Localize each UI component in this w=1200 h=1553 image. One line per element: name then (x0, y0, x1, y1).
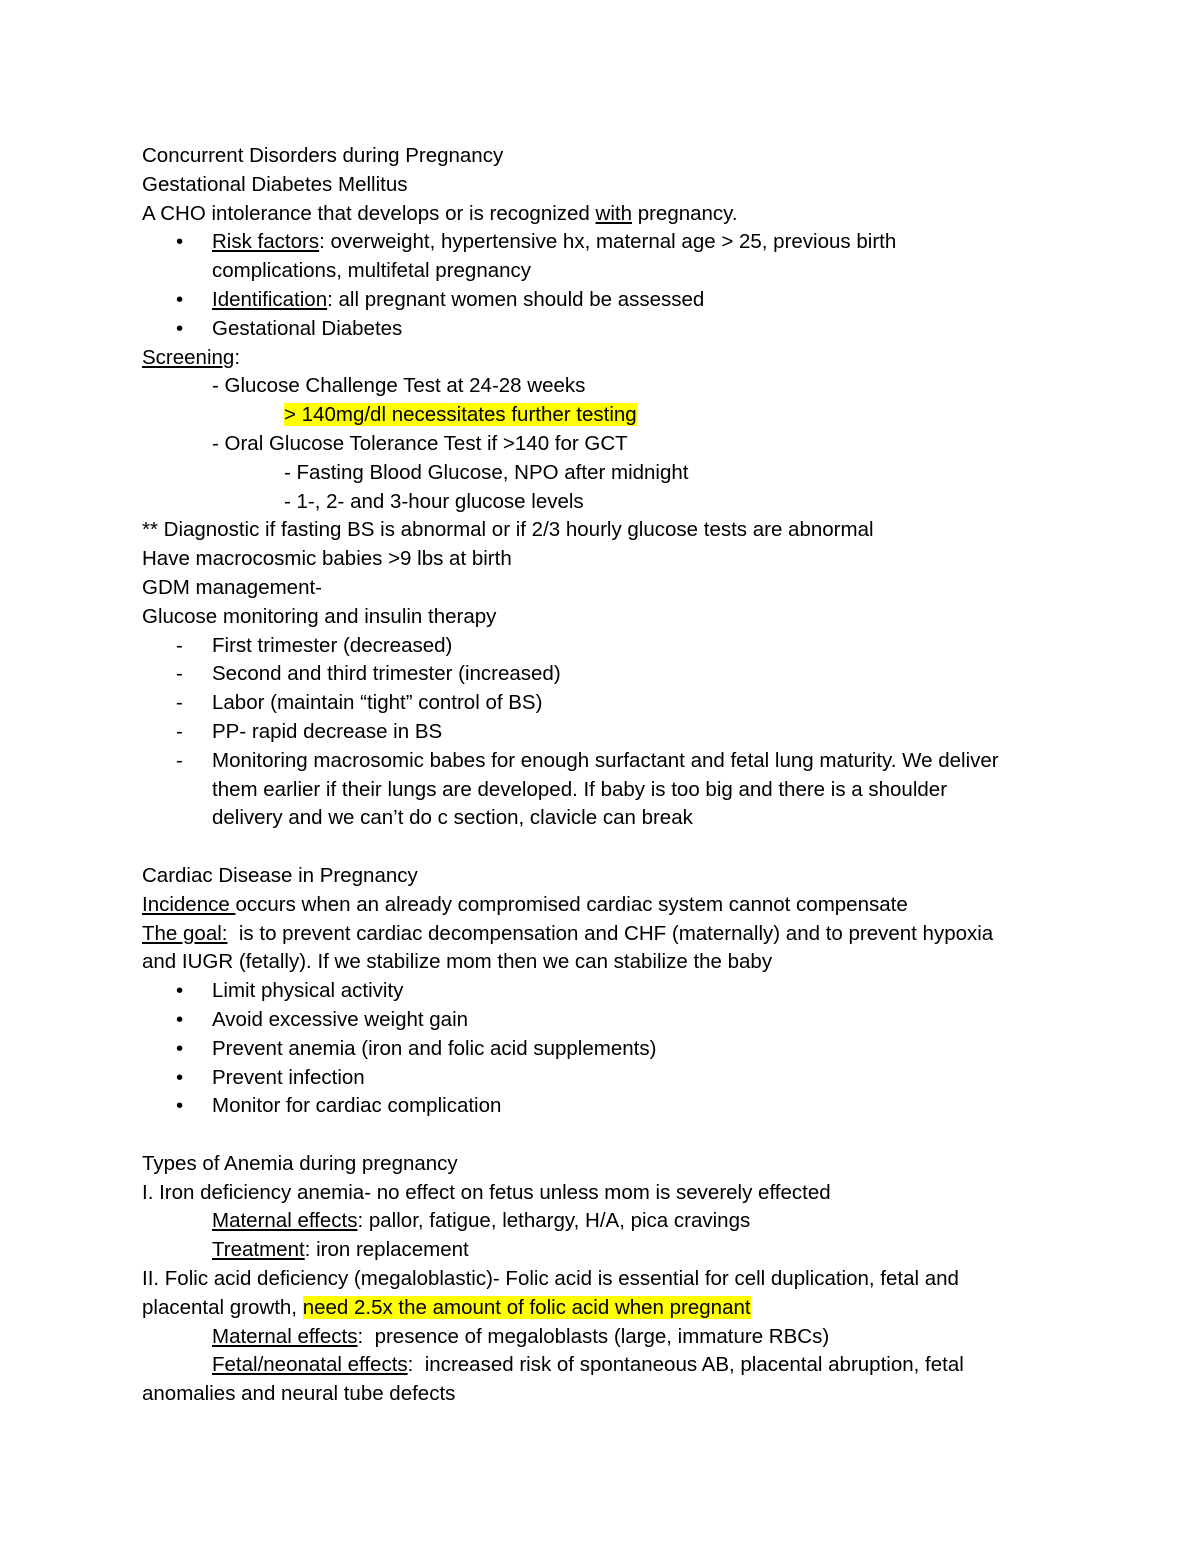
bullet-icon: • (176, 287, 184, 311)
risk-factors-label: Risk factors (212, 230, 320, 254)
gdm-definition-pre: A CHO intolerance that develops or is recognized (142, 201, 596, 225)
spacer (142, 833, 1082, 862)
folic-line-2-pre: placental growth, (142, 1295, 303, 1319)
screening-label: Screening (142, 345, 235, 369)
diagnostic-line: ** Diagnostic if fasting BS is abnormal or if 2/3 hourly glucose tests are abnormal (142, 518, 874, 542)
incidence-label: Incidence (142, 892, 236, 916)
dash-item (142, 660, 1082, 689)
dash-item-text: PP- rapid decrease in BS (212, 719, 443, 743)
gdm-bullet-identification (142, 286, 1082, 315)
gct-note-highlight: > 140mg/dl necessitates further testing (284, 403, 637, 427)
bullet-icon: • (176, 1065, 184, 1089)
iron-treatment-text: : iron replacement (304, 1238, 469, 1262)
cardiac-bullet-text: Prevent anemia (iron and folic acid supplements) (212, 1036, 657, 1060)
dash-long-line-2: them earlier if their lungs are developed. If baby is too big and there is a shoulder (212, 777, 948, 801)
document-page (142, 142, 1082, 1409)
dash-marker: - (176, 662, 183, 686)
identification-label: Identification (212, 287, 328, 311)
folic-maternal-effects (142, 1323, 1082, 1352)
gdm-definition-with: with (595, 201, 632, 225)
ogtt-line: - Oral Glucose Tolerance Test if >140 for GCT (212, 431, 628, 455)
dash-item-text: First trimester (decreased) (212, 633, 453, 657)
iron-deficiency-line: I. Iron deficiency anemia- no effect on fetus unless mom is severely effected (142, 1180, 831, 1204)
gdm-definition-post: pregnancy. (632, 201, 738, 225)
folic-maternal-label: Maternal effects (212, 1324, 358, 1348)
cardiac-bullet (142, 1035, 1082, 1064)
hourly-line: - 1-, 2- and 3-hour glucose levels (284, 489, 584, 513)
folic-fetal-text: : increased risk of spontaneous AB, placental abruption, fetal (407, 1353, 964, 1377)
iron-treatment (142, 1236, 1082, 1265)
iron-maternal-text: : pallor, fatigue, lethargy, H/A, pica cravings (357, 1209, 751, 1233)
dash-long-line-3: delivery and we can’t do c section, clavicle can break (212, 806, 693, 830)
screening-colon: : (234, 345, 241, 369)
gdm-heading: Gestational Diabetes Mellitus (142, 172, 408, 196)
bullet-icon: • (176, 979, 184, 1003)
gdm-management-line: GDM management- (142, 575, 323, 599)
dash-item (142, 689, 1082, 718)
gdm-bullet-gestational-diabetes (142, 315, 1082, 344)
dash-item-text: Labor (maintain “tight” control of BS) (212, 691, 543, 715)
document-title: Concurrent Disorders during Pregnancy (142, 144, 504, 167)
dash-marker: - (176, 633, 183, 657)
goal-text-1: is to prevent cardiac decompensation and CHF (maternally) and to prevent hypoxia (227, 921, 994, 945)
gdm-bullet-risk-factors (142, 228, 1082, 257)
dash-item-monitoring (142, 747, 1082, 776)
iron-maternal-label: Maternal effects (212, 1209, 358, 1233)
iron-treatment-label: Treatment (212, 1238, 305, 1262)
dash-marker: - (176, 691, 183, 715)
folic-maternal-text: : presence of megaloblasts (large, immature RBCs) (357, 1324, 830, 1348)
cardiac-heading: Cardiac Disease in Pregnancy (142, 863, 418, 887)
gct-note-line (142, 401, 1082, 430)
cardiac-bullet-text: Prevent infection (212, 1065, 365, 1089)
cardiac-bullet-text: Monitor for cardiac complication (212, 1094, 502, 1118)
gct-line: - Glucose Challenge Test at 24-28 weeks (212, 374, 586, 398)
risk-factors-continuation: complications, multifetal pregnancy (212, 259, 532, 283)
cardiac-bullet (142, 1092, 1082, 1121)
anemia-heading: Types of Anemia during pregnancy (142, 1151, 458, 1175)
dash-item (142, 718, 1082, 747)
folic-line-2 (142, 1294, 1082, 1323)
fasting-line: - Fasting Blood Glucose, NPO after midnight (284, 460, 689, 484)
spacer (142, 1121, 1082, 1150)
macrocosmic-line: Have macrocosmic babies >9 lbs at birth (142, 547, 512, 571)
folic-fetal-label: Fetal/neonatal effects (212, 1353, 408, 1377)
dash-item (142, 632, 1082, 661)
gestational-diabetes-text: Gestational Diabetes (212, 316, 403, 340)
goal-line (142, 920, 1082, 949)
cardiac-bullet-text: Avoid excessive weight gain (212, 1007, 469, 1031)
incidence-line (142, 891, 1082, 920)
cardiac-bullet (142, 977, 1082, 1006)
incidence-text: occurs when an already compromised cardiac system cannot compensate (235, 892, 908, 916)
dash-item-text: Second and third trimester (increased) (212, 662, 561, 686)
folic-fetal-continuation: anomalies and neural tube defects (142, 1382, 456, 1406)
iron-maternal-effects (142, 1207, 1082, 1236)
screening-heading (142, 344, 1082, 373)
bullet-icon: • (176, 1007, 184, 1031)
bullet-icon: • (176, 1036, 184, 1060)
bullet-icon: • (176, 1094, 184, 1118)
cardiac-bullet (142, 1006, 1082, 1035)
cardiac-bullet-text: Limit physical activity (212, 979, 404, 1003)
folic-line-1: II. Folic acid deficiency (megaloblastic)- Folic acid is essential for cell duplication, fetal and (142, 1267, 959, 1291)
dash-marker: - (176, 748, 183, 772)
folic-fetal-effects (142, 1351, 1082, 1380)
dash-long-line-1: Monitoring macrosomic babes for enough surfactant and fetal lung maturity. We deliver (212, 748, 999, 772)
identification-text: : all pregnant women should be assessed (327, 287, 705, 311)
folic-highlight: need 2.5x the amount of folic acid when pregnant (302, 1295, 751, 1319)
monitoring-line: Glucose monitoring and insulin therapy (142, 604, 497, 628)
gdm-definition (142, 200, 1082, 229)
goal-text-2: and IUGR (fetally). If we stabilize mom then we can stabilize the baby (142, 950, 773, 974)
goal-label: The goal: (142, 921, 228, 945)
risk-factors-text: : overweight, hypertensive hx, maternal age > 25, previous birth (319, 230, 897, 254)
bullet-icon: • (176, 230, 184, 254)
dash-marker: - (176, 719, 183, 743)
bullet-icon: • (176, 316, 184, 340)
cardiac-bullet (142, 1064, 1082, 1093)
